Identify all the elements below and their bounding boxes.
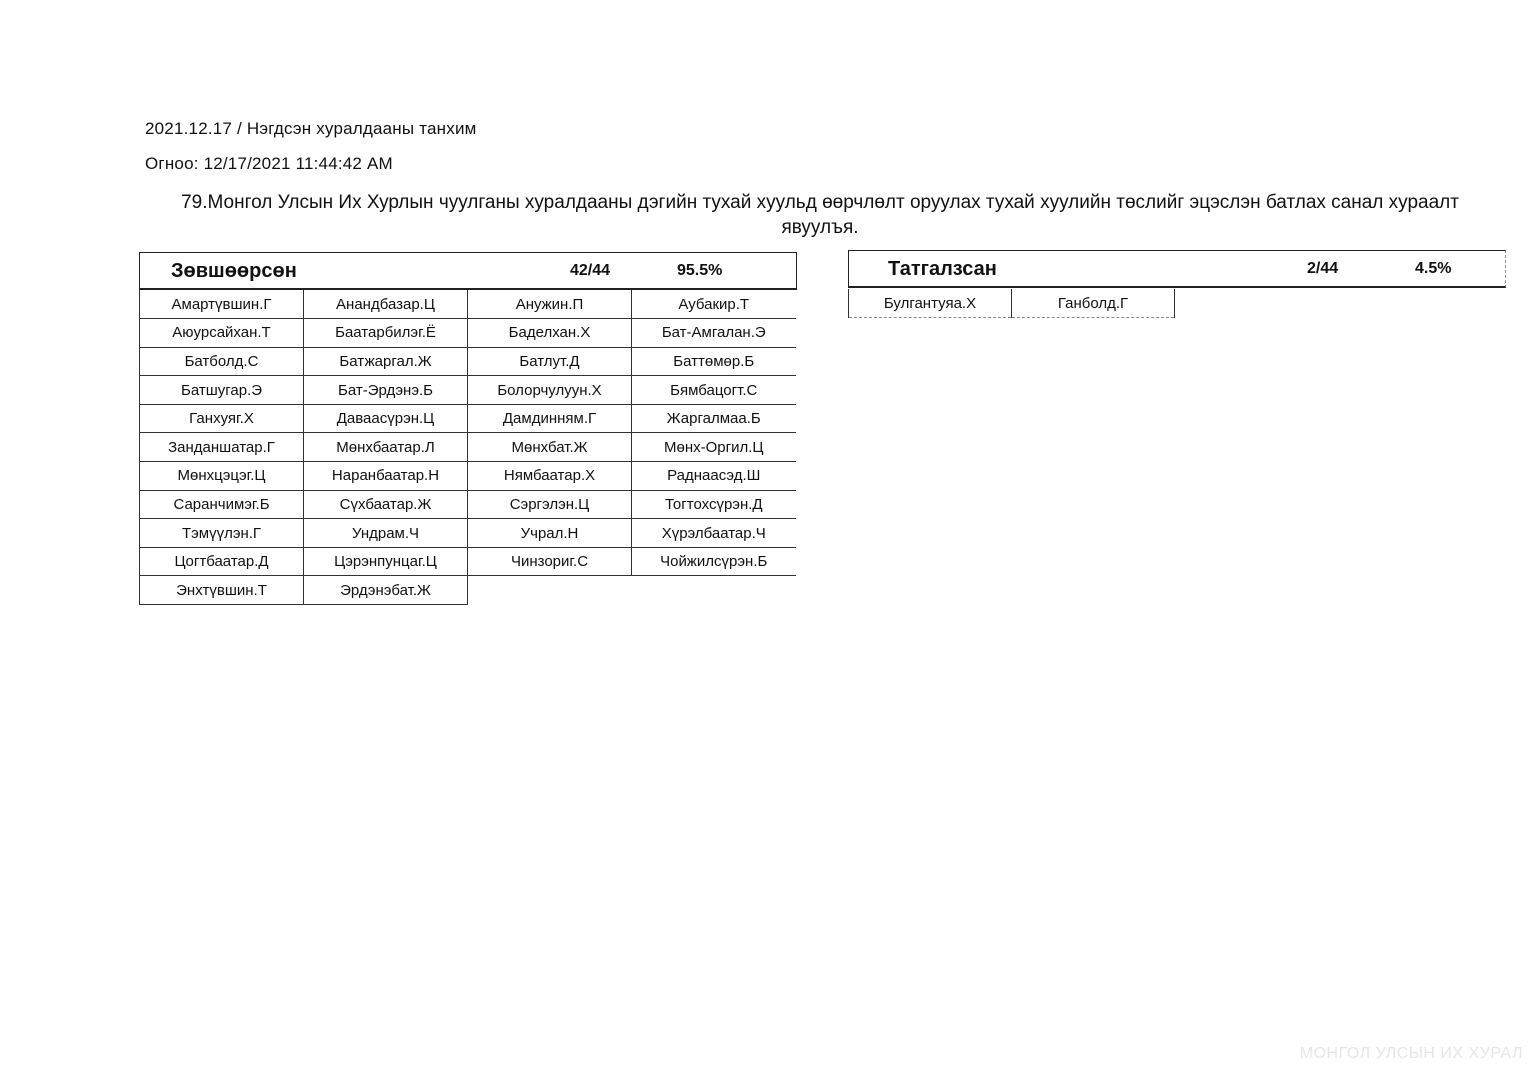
- member-name: Батшугар.Э: [140, 376, 304, 405]
- watermark: МОНГОЛ УЛСЫН ИХ ХУРАЛ: [1299, 1045, 1523, 1062]
- member-name: Ганхуяг.Х: [140, 404, 304, 433]
- member-name: Даваасүрэн.Ц: [304, 404, 468, 433]
- table-row: [140, 519, 796, 548]
- table-row: [849, 289, 1501, 318]
- date-location: 2021.12.17 / Нэгдсэн хуралдааны танхим: [145, 119, 477, 138]
- reject-header: [848, 250, 1506, 288]
- member-name: Мөнхцэцэг.Ц: [140, 462, 304, 491]
- member-name: Анужин.П: [468, 290, 632, 319]
- table-row: [140, 290, 796, 319]
- approve-count: 42/44: [570, 262, 611, 279]
- member-name: Ундрам.Ч: [304, 519, 468, 548]
- member-name: [632, 576, 796, 605]
- member-name: Дамдинням.Г: [468, 404, 632, 433]
- member-name: Батжаргал.Ж: [304, 347, 468, 376]
- table-row: [140, 490, 796, 519]
- table-row: [140, 404, 796, 433]
- member-name: Энхтүвшин.Т: [140, 576, 304, 605]
- member-name: [1175, 289, 1338, 318]
- member-name: Саранчимэг.Б: [140, 490, 304, 519]
- member-name: Батлут.Д: [468, 347, 632, 376]
- table-row: [140, 547, 796, 576]
- vote-title: 79.Монгол Улсын Их Хурлын чуулганы хуралдааны дэгийн тухай хуульд өөрчлөлт оруулах тухай хуулийн төслийг эцэслэн батлах санал хураалт явуулъя.: [181, 192, 1459, 238]
- member-name: Эрдэнэбат.Ж: [304, 576, 468, 605]
- member-name: Баделхан.Х: [468, 319, 632, 348]
- member-name: Бямбацогт.С: [632, 376, 796, 405]
- member-name: Чинзориг.С: [468, 547, 632, 576]
- member-name: Ганболд.Г: [1012, 289, 1175, 318]
- member-name: Наранбаатар.Н: [304, 462, 468, 491]
- approve-percent: 95.5%: [677, 262, 723, 279]
- approve-label: Зөвшөөрсөн: [171, 260, 297, 282]
- member-name: Мөнхбат.Ж: [468, 433, 632, 462]
- member-name: Сүхбаатар.Ж: [304, 490, 468, 519]
- member-name: Тэмүүлэн.Г: [140, 519, 304, 548]
- member-name: Занданшатар.Г: [140, 433, 304, 462]
- reject-label: Татгалзсан: [888, 258, 997, 280]
- member-name: Анандбазар.Ц: [304, 290, 468, 319]
- member-name: [1338, 289, 1501, 318]
- member-name: [468, 576, 632, 605]
- member-name: Чойжилсүрэн.Б: [632, 547, 796, 576]
- reject-count: 2/44: [1307, 260, 1339, 277]
- member-name: Жаргалмаа.Б: [632, 404, 796, 433]
- table-row: [140, 576, 796, 605]
- member-name: Сэргэлэн.Ц: [468, 490, 632, 519]
- member-name: Амартүвшин.Г: [140, 290, 304, 319]
- table-row: [140, 462, 796, 491]
- member-name: Аюурсайхан.Т: [140, 319, 304, 348]
- timestamp: Огноо: 12/17/2021 11:44:42 AM: [145, 154, 393, 173]
- approve-header: [139, 252, 797, 290]
- member-name: Цогтбаатар.Д: [140, 547, 304, 576]
- reject-table: [848, 289, 1501, 318]
- approve-table: [139, 290, 796, 605]
- table-row: [140, 376, 796, 405]
- member-name: Бат-Амгалан.Э: [632, 319, 796, 348]
- reject-percent: 4.5%: [1415, 260, 1452, 277]
- member-name: Мөнх-Оргил.Ц: [632, 433, 796, 462]
- member-name: Бат-Эрдэнэ.Б: [304, 376, 468, 405]
- table-row: [140, 347, 796, 376]
- member-name: Аубакир.Т: [632, 290, 796, 319]
- member-name: Нямбаатар.Х: [468, 462, 632, 491]
- member-name: Хүрэлбаатар.Ч: [632, 519, 796, 548]
- member-name: Болорчулуун.Х: [468, 376, 632, 405]
- member-name: Баттөмөр.Б: [632, 347, 796, 376]
- table-row: [140, 433, 796, 462]
- member-name: Булгантуяа.Х: [849, 289, 1012, 318]
- member-name: Тогтохсүрэн.Д: [632, 490, 796, 519]
- member-name: Раднаасэд.Ш: [632, 462, 796, 491]
- member-name: Цэрэнпунцаг.Ц: [304, 547, 468, 576]
- member-name: Учрал.Н: [468, 519, 632, 548]
- member-name: Баатарбилэг.Ё: [304, 319, 468, 348]
- member-name: Мөнхбаатар.Л: [304, 433, 468, 462]
- table-row: [140, 319, 796, 348]
- member-name: Батболд.С: [140, 347, 304, 376]
